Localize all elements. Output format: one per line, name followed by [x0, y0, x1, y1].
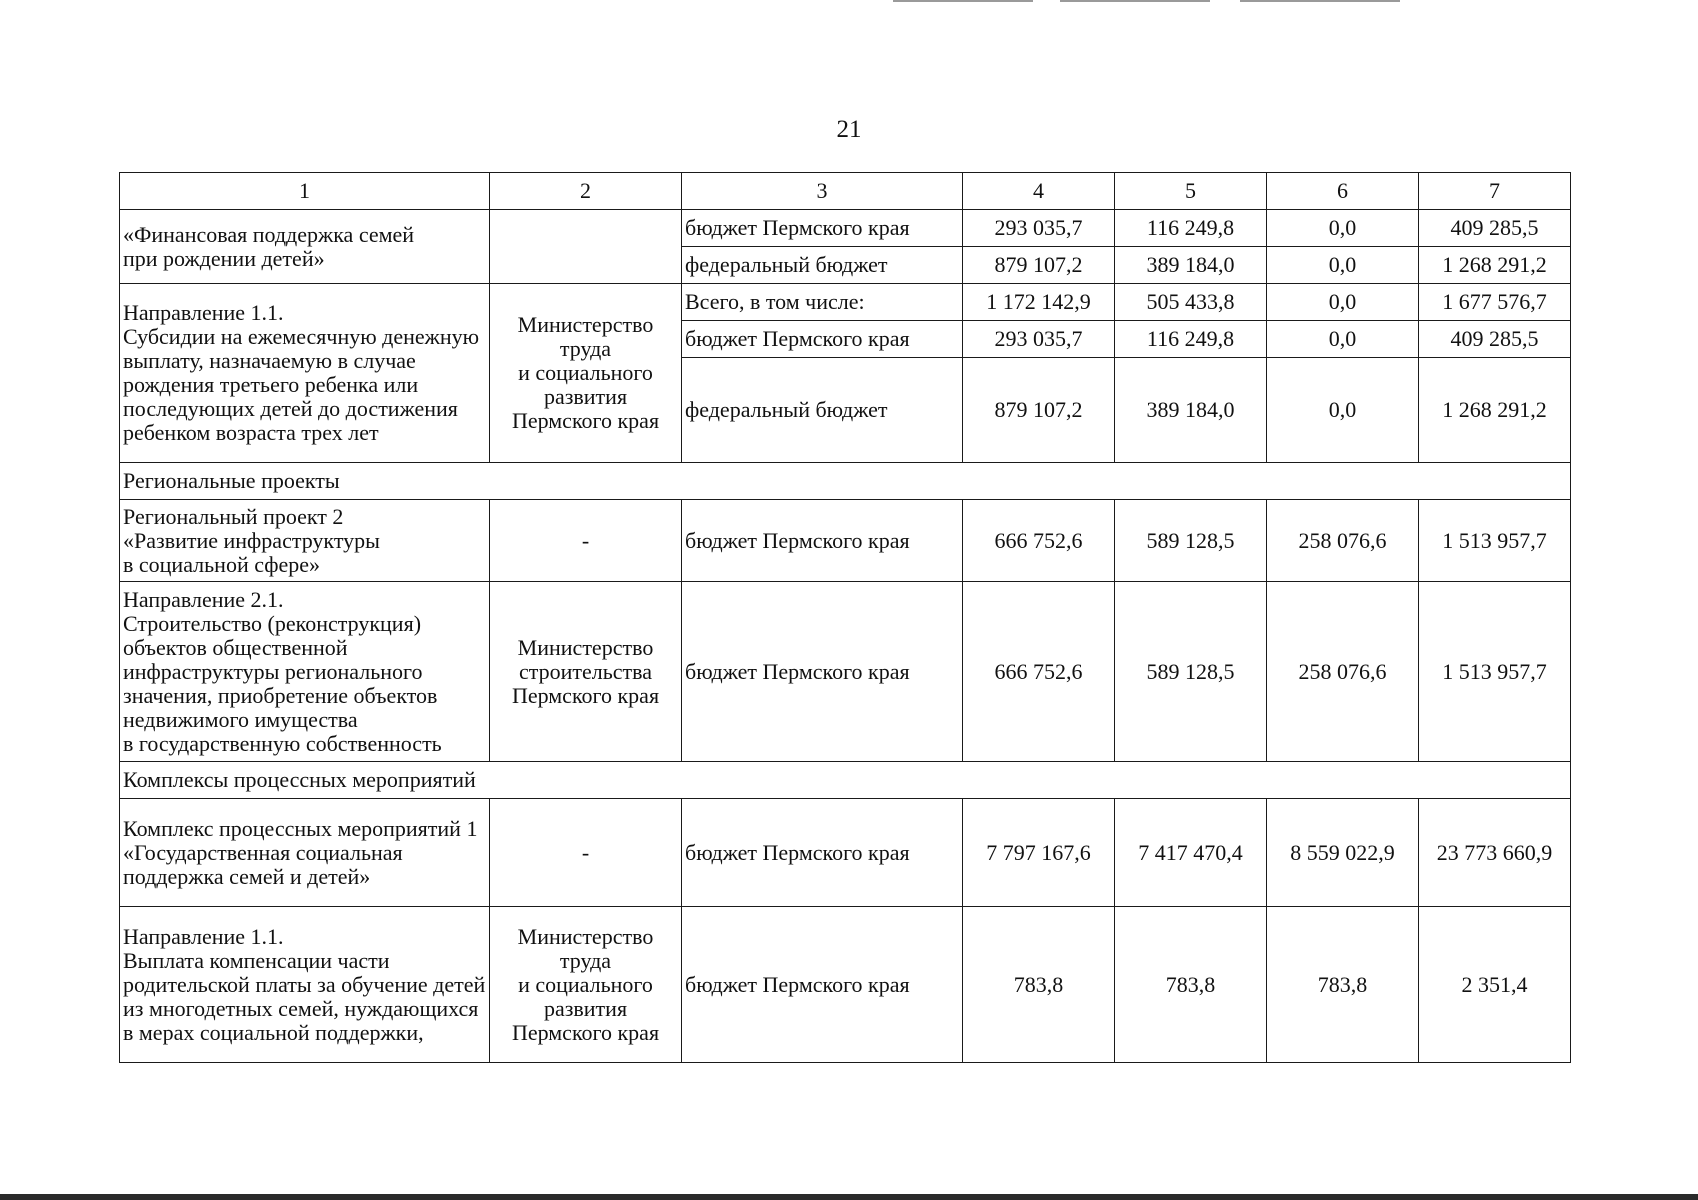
row-4-v5-0: 589 128,5	[1115, 582, 1267, 762]
section-row	[120, 463, 1571, 500]
header-col-3: 3	[682, 173, 963, 210]
row-3-title: Региональный проект 2 «Развитие инфраструктуры в социальной сфере»	[120, 500, 490, 582]
row-7-v6-0: 783,8	[1267, 907, 1419, 1063]
header-col-2: 2	[490, 173, 682, 210]
row-0-v5-1: 389 184,0	[1115, 247, 1267, 284]
row-1-v5-0: 505 433,8	[1115, 284, 1267, 321]
row-1-title: Направление 1.1. Субсидии на ежемесячную денежную выплату, назначаемую в случае рождения третьего ребенка или последующих детей до достижения ребенком возраста трех лет	[120, 284, 490, 463]
header-col-5: 5	[1115, 173, 1267, 210]
row-1-source-1: бюджет Пермского края	[682, 321, 963, 358]
row-0-title: «Финансовая поддержка семей при рождении детей»	[120, 210, 490, 284]
table-row	[120, 907, 1571, 1063]
scan-mark-top-3	[1240, 0, 1400, 2]
row-1-v7-0: 1 677 576,7	[1419, 284, 1571, 321]
header-col-6: 6	[1267, 173, 1419, 210]
row-4-v7-0: 1 513 957,7	[1419, 582, 1571, 762]
row-0-executor	[490, 210, 682, 284]
header-col-1: 1	[120, 173, 490, 210]
row-1-source-2: федеральный бюджет	[682, 358, 963, 463]
row-3-v6-0: 258 076,6	[1267, 500, 1419, 582]
row-0-source-1: федеральный бюджет	[682, 247, 963, 284]
row-3-v4-0: 666 752,6	[963, 500, 1115, 582]
row-7-executor: Министерство труда и социального развития Пермского края	[490, 907, 682, 1063]
row-1-source-0: Всего, в том числе:	[682, 284, 963, 321]
row-0-v6-1: 0,0	[1267, 247, 1419, 284]
row-1-v5-2: 389 184,0	[1115, 358, 1267, 463]
row-1-v7-1: 409 285,5	[1419, 321, 1571, 358]
row-4-v6-0: 258 076,6	[1267, 582, 1419, 762]
row-1-v7-2: 1 268 291,2	[1419, 358, 1571, 463]
scan-bottom-edge	[0, 1194, 1698, 1200]
header-row	[120, 173, 1571, 210]
row-1-v6-1: 0,0	[1267, 321, 1419, 358]
row-0-v7-1: 1 268 291,2	[1419, 247, 1571, 284]
row-3-v5-0: 589 128,5	[1115, 500, 1267, 582]
row-3-executor: -	[490, 500, 682, 582]
row-6-executor: -	[490, 799, 682, 907]
scan-mark-top-2	[1060, 0, 1210, 2]
row-1-executor: Министерство труда и социального развития Пермского края	[490, 284, 682, 463]
row-6-v5-0: 7 417 470,4	[1115, 799, 1267, 907]
row-1-v4-2: 879 107,2	[963, 358, 1115, 463]
table-row	[120, 582, 1571, 762]
row-0-source-0: бюджет Пермского края	[682, 210, 963, 247]
table-row	[120, 284, 1571, 321]
section-process-complexes: Комплексы процессных мероприятий	[120, 762, 1571, 799]
row-4-v4-0: 666 752,6	[963, 582, 1115, 762]
budget-table	[119, 172, 1571, 1063]
row-6-v7-0: 23 773 660,9	[1419, 799, 1571, 907]
row-4-source-0: бюджет Пермского края	[682, 582, 963, 762]
row-1-v6-0: 0,0	[1267, 284, 1419, 321]
scan-mark-top-1	[893, 0, 1033, 2]
page-number: 21	[836, 116, 862, 143]
row-7-source-0: бюджет Пермского края	[682, 907, 963, 1063]
row-1-v5-1: 116 249,8	[1115, 321, 1267, 358]
row-7-title: Направление 1.1. Выплата компенсации части родительской платы за обучение детей из многодетных семей, нуждающихся в мерах социальной поддержки,	[120, 907, 490, 1063]
header-col-4: 4	[963, 173, 1115, 210]
row-4-executor: Министерство строительства Пермского края	[490, 582, 682, 762]
table-row	[120, 500, 1571, 582]
row-7-v7-0: 2 351,4	[1419, 907, 1571, 1063]
row-3-v7-0: 1 513 957,7	[1419, 500, 1571, 582]
row-0-v6-0: 0,0	[1267, 210, 1419, 247]
row-3-source-0: бюджет Пермского края	[682, 500, 963, 582]
row-6-source-0: бюджет Пермского края	[682, 799, 963, 907]
table-row	[120, 210, 1571, 247]
row-6-v4-0: 7 797 167,6	[963, 799, 1115, 907]
row-7-v5-0: 783,8	[1115, 907, 1267, 1063]
row-4-title: Направление 2.1. Строительство (реконструкция) объектов общественной инфраструктуры регионального значения, приобретение объектов недвижимого имущества в государственную собственность	[120, 582, 490, 762]
row-6-title: Комплекс процессных мероприятий 1 «Государственная социальная поддержка семей и детей»	[120, 799, 490, 907]
header-col-7: 7	[1419, 173, 1571, 210]
row-0-v5-0: 116 249,8	[1115, 210, 1267, 247]
row-0-v4-1: 879 107,2	[963, 247, 1115, 284]
table-row	[120, 799, 1571, 907]
row-1-v4-1: 293 035,7	[963, 321, 1115, 358]
row-0-v7-0: 409 285,5	[1419, 210, 1571, 247]
row-6-v6-0: 8 559 022,9	[1267, 799, 1419, 907]
row-0-v4-0: 293 035,7	[963, 210, 1115, 247]
row-7-v4-0: 783,8	[963, 907, 1115, 1063]
row-1-v6-2: 0,0	[1267, 358, 1419, 463]
row-1-v4-0: 1 172 142,9	[963, 284, 1115, 321]
section-row	[120, 762, 1571, 799]
section-regional-projects: Региональные проекты	[120, 463, 1571, 500]
